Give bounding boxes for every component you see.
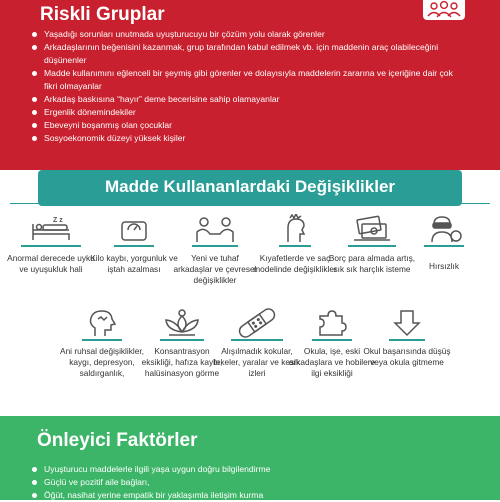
- icon-underline: [21, 245, 81, 247]
- change-label: Okul başarısında düşüş veya okula gitmeme: [363, 346, 451, 367]
- change-label: Ani ruhsal değişiklikler, kaygı, depresyon, saldırganlık,: [60, 346, 144, 378]
- protective-factors-section: [0, 416, 500, 500]
- icon-underline: [312, 339, 352, 341]
- change-item: [171, 214, 259, 286]
- change-item: [58, 308, 146, 379]
- list-item: Yaşadığı sorunları unutmada uyuşturucuyu bir çözüm yolu olarak görenler: [28, 28, 488, 41]
- thief-icon: [424, 214, 464, 244]
- change-label: Konsantrasyon eksikliği, hafıza kaybı, halüsinasyon görme: [141, 346, 223, 378]
- puzzle-icon: [312, 308, 352, 338]
- protective-factors-list: [28, 463, 270, 502]
- risk-groups-list: [28, 28, 488, 145]
- risk-groups-section: [0, 0, 500, 170]
- list-item: Arkadaşlarının beğenisini kazanmak, grup tarafından kabul edilmek vb. için maddenin araç olabileceğini düşünenler: [28, 41, 488, 67]
- change-item: [251, 214, 339, 275]
- change-label: Anormal derecede uyku ve uyuşukluk hali: [7, 253, 95, 274]
- icon-underline: [82, 339, 122, 341]
- change-label: Hırsızlık: [429, 261, 459, 271]
- changes-title: Madde Kullananlardaki Değişiklikler: [104, 177, 396, 196]
- icon-underline: [231, 339, 283, 341]
- scale-icon: [114, 214, 154, 244]
- list-item: Madde kullanımını eğlenceli bir şeymiş gibi görenler ve dolayısıyla maddelerin zararına ve içeriğine dair çok fikri olmayanlar: [28, 67, 488, 93]
- icon-underline: [114, 245, 154, 247]
- change-label: Kilo kaybı, yorgunluk ve iştah azalması: [90, 253, 178, 274]
- risk-groups-title: Riskli Gruplar: [40, 4, 165, 25]
- change-item: [7, 214, 95, 275]
- icon-underline: [389, 339, 425, 341]
- list-item: Arkadaş baskısına “hayır” deme becerisine sahip olamayanlar: [28, 93, 488, 106]
- change-label: Borç para almada artış, sık sık harçlık isteme: [328, 253, 416, 274]
- banner-left-line: [10, 203, 40, 204]
- down-arrow-icon: [390, 308, 424, 338]
- icon-underline: [160, 339, 204, 341]
- handshake-icon: [192, 214, 238, 244]
- change-label: Alışılmadık kokular, lekeler, yaralar ve kesik izleri: [213, 346, 301, 378]
- people-group-icon: [423, 0, 465, 20]
- change-item: [400, 214, 488, 272]
- icon-underline: [424, 245, 464, 247]
- list-item: Uyuşturucu maddelerle ilgili yaşa uygun doğru bilgilendirme: [28, 463, 270, 476]
- lotus-icon: [161, 308, 203, 338]
- change-label: Okula, işe, eski arkadaşlara ve hobilere ilgi eksikliği: [288, 346, 376, 378]
- changes-banner: [38, 170, 462, 206]
- change-label: Yeni ve tuhaf arkadaşlar ve çevresel değişiklikler: [173, 253, 257, 285]
- money-icon: [350, 214, 394, 244]
- hairstyle-icon: [278, 214, 312, 244]
- change-label: Kıyafetlerde ve saç modelinde değişiklikler: [253, 253, 337, 274]
- icon-underline: [279, 245, 311, 247]
- list-item: Öğüt, nasihat yerine empatik bir yaklaşımla iletişim kurma: [28, 489, 270, 502]
- protective-factors-title: Önleyici Faktörler: [37, 430, 198, 451]
- list-item: Ebeveyni boşanmış olan çocuklar: [28, 119, 488, 132]
- icon-underline: [192, 245, 238, 247]
- sleeping-bed-icon: [25, 214, 77, 244]
- svg-text:Z z: Z z: [53, 217, 63, 224]
- change-item: [363, 308, 451, 368]
- list-item: Ergenlik dönemindekiler: [28, 106, 488, 119]
- head-mood-icon: [83, 308, 121, 338]
- list-item: Sosyoekonomik düzeyi yüksek kişiler: [28, 132, 488, 145]
- list-item: Güçlü ve pozitif aile bağları,: [28, 476, 270, 489]
- change-item: [90, 214, 178, 275]
- bandage-icon: [233, 308, 281, 338]
- icon-underline: [348, 245, 396, 247]
- banner-right-line: [460, 203, 490, 204]
